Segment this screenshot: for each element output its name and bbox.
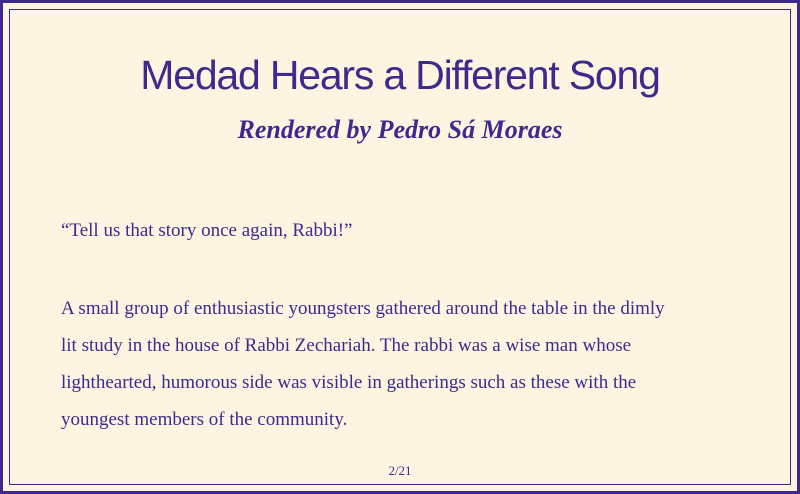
page-subtitle: Rendered by Pedro Sá Moraes <box>237 115 563 144</box>
paragraph-line: lit study in the house of Rabbi Zechariah. The rabbi was a wise man whose <box>61 335 632 356</box>
story-paragraph <box>61 290 761 438</box>
page-title: Medad Hears a Different Song <box>140 52 660 98</box>
paragraph-line: lighthearted, humorous side was visible in gatherings such as these with the <box>61 372 637 393</box>
paragraph-line: A small group of enthusiastic youngsters gathered around the table in the dimly <box>61 298 665 319</box>
paragraph-line: youngest members of the community. <box>61 409 348 430</box>
page-number: 2/21 <box>388 463 412 478</box>
opening-quote: “Tell us that story once again, Rabbi!” <box>61 220 353 241</box>
